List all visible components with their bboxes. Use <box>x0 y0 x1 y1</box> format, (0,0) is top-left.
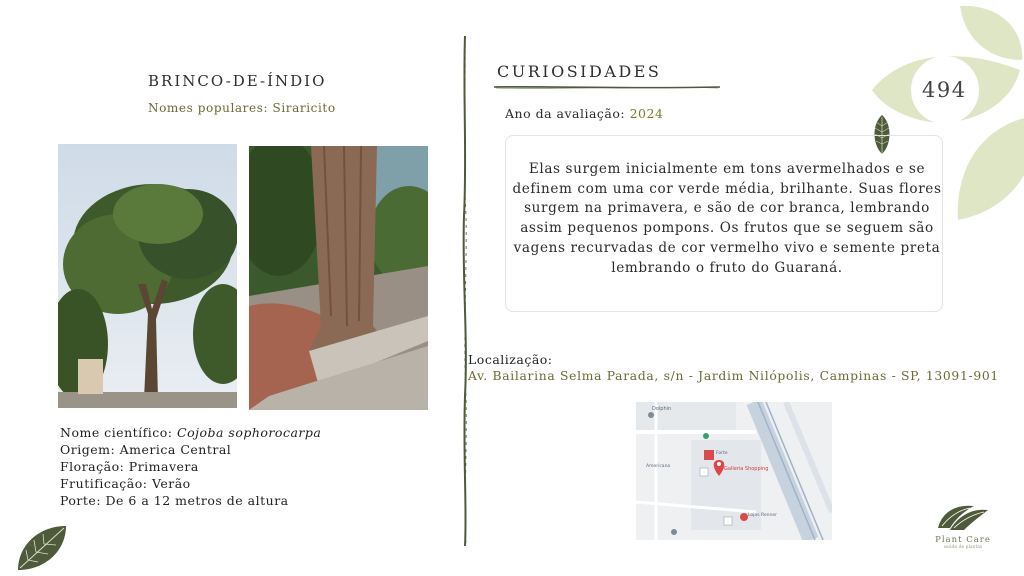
popular-names: Nomes populares: Siraricito <box>148 101 336 115</box>
trunk-photo <box>249 146 428 410</box>
scientific-name-row <box>60 424 321 441</box>
leaf-top-icon <box>960 6 1022 60</box>
map-label-4: Forte <box>716 451 728 456</box>
page-number: 494 <box>922 78 967 102</box>
plant-info <box>60 424 321 509</box>
map-label-1: Dolphin <box>652 406 672 412</box>
location-label: Localização: <box>468 352 553 367</box>
fruiting: Frutificação: Verão <box>60 476 191 491</box>
year-value: 2024 <box>629 106 664 121</box>
plant-care-logo-icon <box>936 502 990 532</box>
scientific-name-label: Nome científico: <box>60 425 177 440</box>
brand-name: Plant Care <box>935 535 991 545</box>
tree-photo <box>58 144 237 408</box>
map-label-2: Galleria Shopping <box>724 466 769 472</box>
location-map <box>636 402 832 540</box>
map-label-5: Americana <box>646 464 671 469</box>
size: Porte: De 6 a 12 metros de altura <box>60 493 289 508</box>
bottom-leaf-icon <box>14 522 70 572</box>
year-label: Ano da avaliação: <box>505 106 630 121</box>
leaf-bottom-icon <box>958 118 1024 220</box>
location-address: Av. Bailarina Selma Parada, s/n - Jardim Nilópolis, Campinas - SP, 13091-901 <box>468 369 999 383</box>
brand-tagline: saúde de plantas <box>943 545 983 550</box>
curiosities-text: Elas surgem inicialmente em tons avermelhados e se definem com uma cor verde média, brilhante. Suas flores surgem na primavera, e são de cor branca, lembrando assim pequenos pompons. Os frutos que se seguem são vagens recurvadas de cor vermelho vivo e semente preta lembrando o fruto do Guaraná. <box>512 161 942 276</box>
evaluation-year <box>505 106 663 121</box>
origin: Origem: America Central <box>60 442 232 457</box>
curiosities-underline <box>494 83 720 91</box>
scientific-name-value: Cojoba sophorocarpa <box>177 425 322 440</box>
vertical-divider <box>456 36 476 546</box>
flowering: Floração: Primavera <box>60 459 199 474</box>
curiosities-title: CURIOSIDADES <box>497 62 662 81</box>
plant-name: BRINCO-DE-ÍNDIO <box>148 72 327 90</box>
map-label-3: Lojas Renner <box>748 513 777 518</box>
